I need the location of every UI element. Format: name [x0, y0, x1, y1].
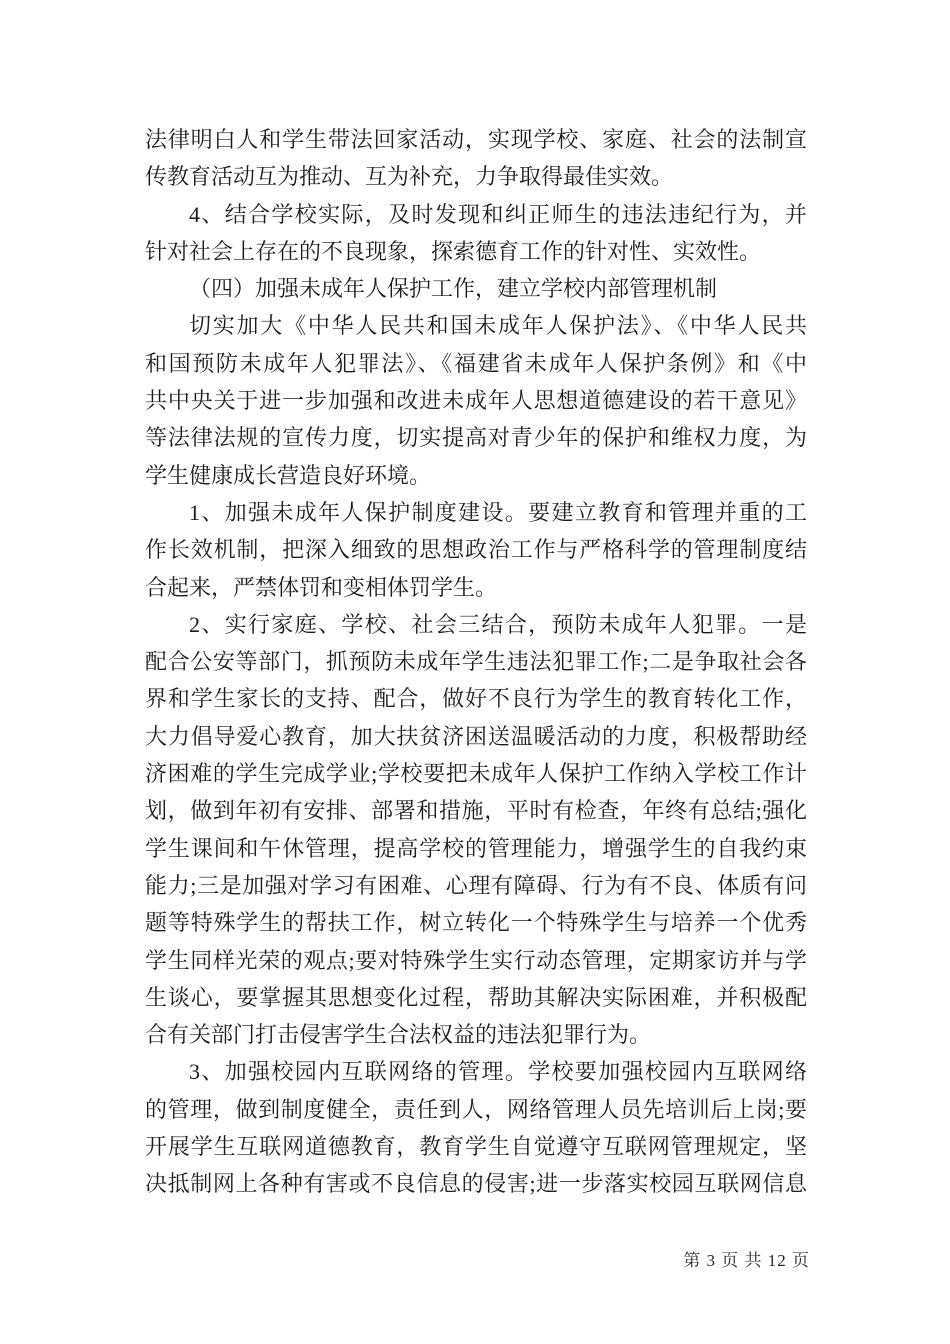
text-line: 的管理，做到制度健全，责任到人，网络管理人员先培训后上岗;要: [145, 1096, 807, 1122]
text-line: 法律明白人和学生带法回家活动，实现学校、家庭、社会的法制宣: [145, 127, 807, 152]
text-line: 作长效机制，把深入细致的思想政治工作与严格科学的管理制度结: [145, 537, 807, 563]
text-line: 3、加强校园内互联网络的管理。学校要加强校园内互联网络: [189, 1059, 807, 1085]
text-line: 针对社会上存在的不良现象，探索德育工作的针对性、实效性。: [145, 238, 762, 264]
text-line: 界和学生家长的支持、配合，做好不良行为学生的教育转化工作，: [145, 686, 807, 712]
text-line: 学生同样光荣的观点;要对特殊学生实行动态管理，定期家访并与学: [145, 947, 807, 973]
text-line: 开展学生互联网道德教育，教育学生自觉遵守互联网管理规定，坚: [145, 1134, 807, 1160]
text-line: 大力倡导爱心教育，加大扶贫济困送温暖活动的力度，积极帮助经: [145, 723, 807, 749]
text-line: 学生健康成长营造良好环境。: [145, 462, 432, 488]
page-number: 第 3 页 共 12 页: [683, 1251, 810, 1270]
text-line: （四）加强未成年人保护工作，建立学校内部管理机制: [189, 276, 718, 302]
text-line: 能力;三是加强对学习有困难、心理有障碍、行为有不良、体质有问: [145, 872, 807, 898]
text-line: 传教育活动互为推动、互为补充，力争取得最佳实效。: [145, 164, 674, 190]
text-line: 划，做到年初有安排、部署和措施，平时有检查，年终有总结;强化: [145, 798, 807, 824]
text-line: 决抵制网上各种有害或不良信息的侵害;进一步落实校园互联网信息: [145, 1171, 807, 1197]
text-line: 4、结合学校实际，及时发现和纠正师生的违法违纪行为，并: [189, 201, 807, 227]
text-line: 1、加强未成年人保护制度建设。要建立教育和管理并重的工: [189, 499, 807, 525]
page-footer: [683, 1246, 810, 1271]
text-line: 题等特殊学生的帮扶工作，树立转化一个特殊学生与培养一个优秀: [145, 910, 807, 936]
text-line: 学生课间和午休管理，提高学校的管理能力，增强学生的自我约束: [145, 835, 807, 861]
text-line: 济困难的学生完成学业;学校要把未成年人保护工作纳入学校工作计: [145, 761, 807, 787]
document-body: [145, 121, 807, 1203]
text-line: 生谈心，要掌握其思想变化过程，帮助其解决实际困难，并积极配: [145, 984, 807, 1010]
text-line: 共中央关于进一步加强和改进未成年人思想道德建设的若干意见》: [145, 388, 807, 414]
text-line: 等法律法规的宣传力度，切实提高对青少年的保护和维权力度，为: [145, 425, 807, 451]
text-line: 切实加大《中华人民共和国未成年人保护法》、《中华人民共: [189, 313, 807, 339]
text-line: 配合公安等部门，抓预防未成年学生违法犯罪工作;二是争取社会各: [145, 649, 807, 675]
text-line: 和国预防未成年人犯罪法》、《福建省未成年人保护条例》和《中: [145, 350, 807, 376]
text-line: 合有关部门打击侵害学生合法权益的违法犯罪行为。: [145, 1022, 652, 1048]
text-line: 合起来，严禁体罚和变相体罚学生。: [145, 574, 498, 600]
text-line: 2、实行家庭、学校、社会三结合，预防未成年人犯罪。一是: [189, 611, 807, 637]
